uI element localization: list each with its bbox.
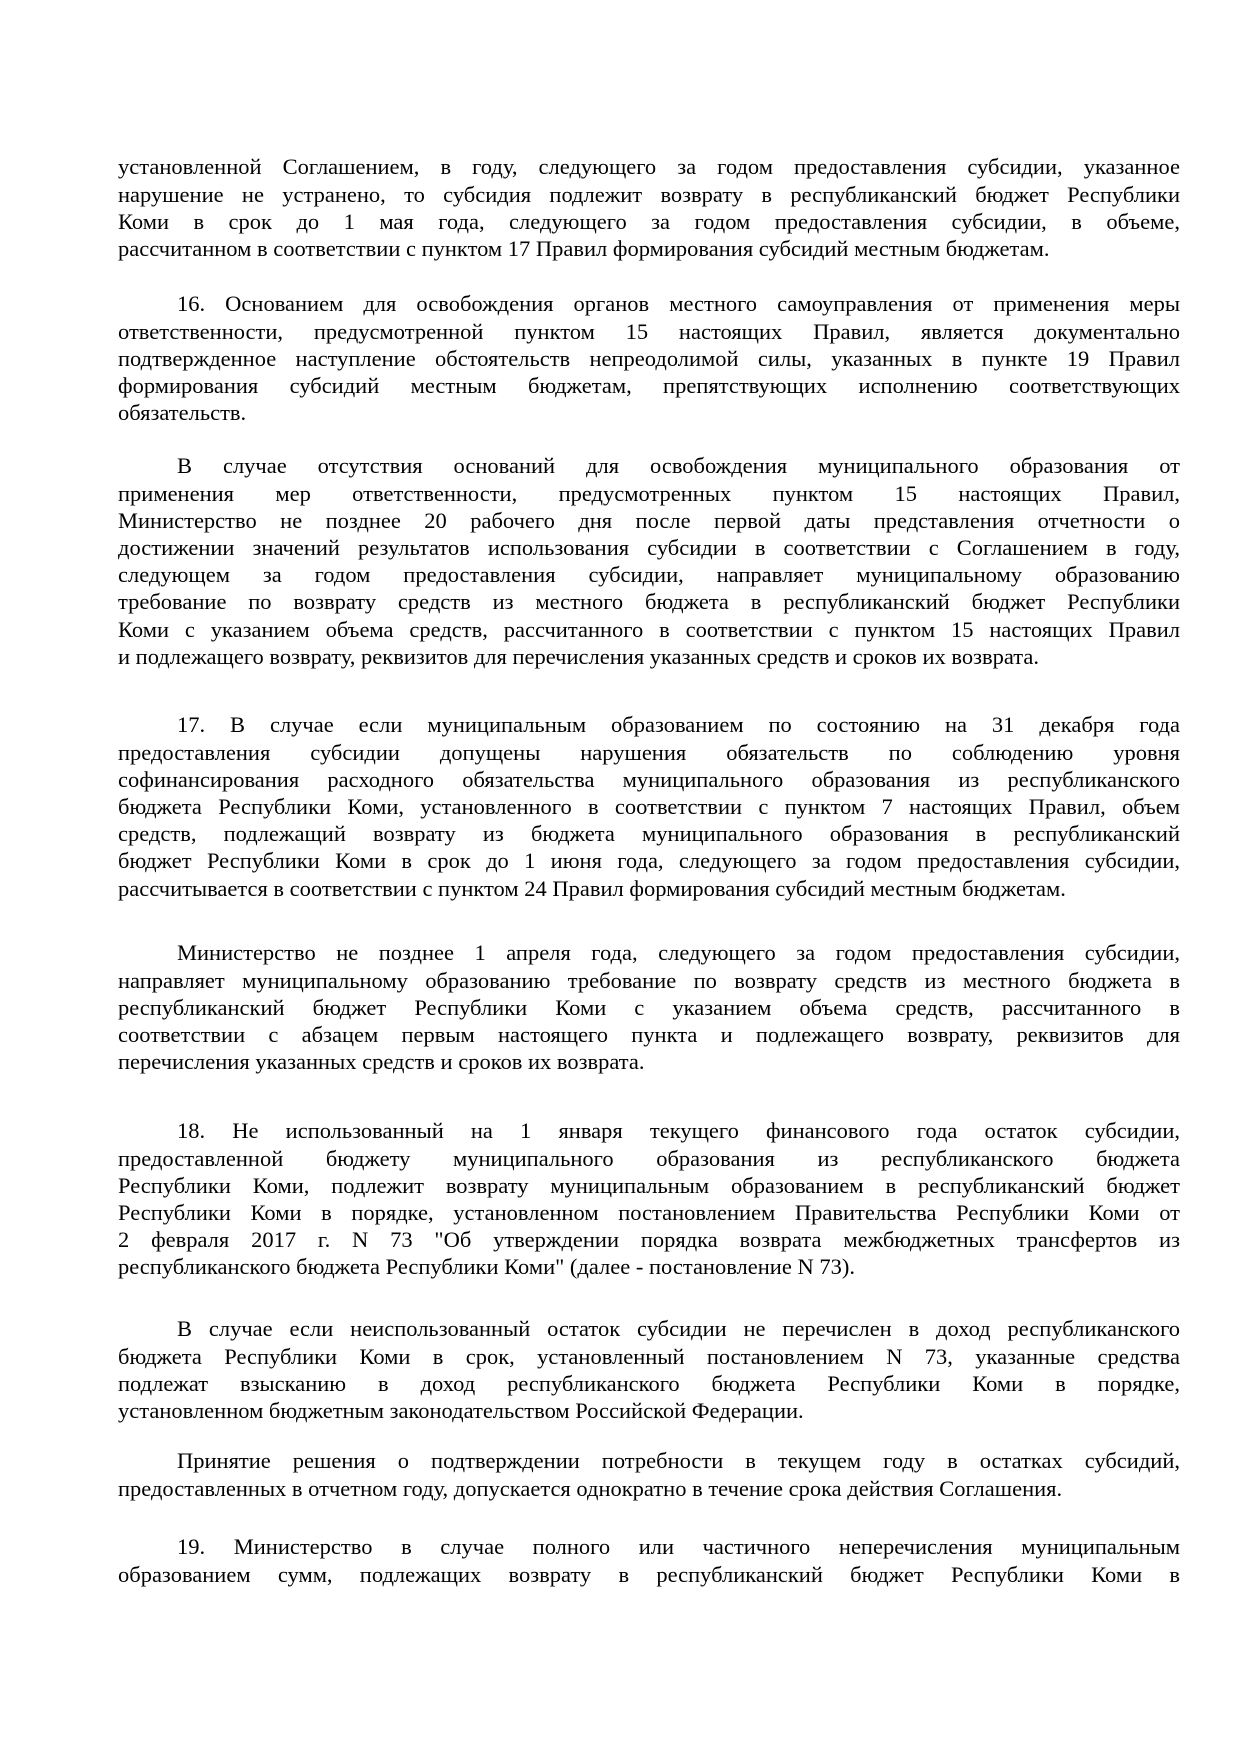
- paragraph: [118, 290, 1180, 426]
- text-line: Коми с указанием объема средств, рассчитанного в соответствии с пунктом 15 настоящих Правил: [118, 616, 1180, 642]
- text-line: 18. Не использованный на 1 января текущего финансового года остаток субсидии,: [177, 1118, 1180, 1144]
- text-line: подлежат взысканию в доход республиканского бюджета Республики Коми в порядке,: [118, 1370, 1180, 1396]
- text-line: направляет муниципальному образованию требование по возврату средств из местного бюджета в: [118, 967, 1180, 993]
- text-line: В случае отсутствия оснований для освобождения муниципального образования от: [177, 453, 1180, 479]
- text-line: применения мер ответственности, предусмотренных пунктом 15 настоящих Правил,: [118, 480, 1180, 506]
- text-line: республиканский бюджет Республики Коми с указанием объема средств, рассчитанного в: [118, 994, 1180, 1020]
- text-line: 19. Министерство в случае полного или частичного неперечисления муниципальным: [177, 1534, 1180, 1560]
- text-line: 2 февраля 2017 г. N 73 "Об утверждении порядка возврата межбюджетных трансфертов из: [118, 1227, 1180, 1253]
- text-line: республиканского бюджета Республики Коми" (далее - постановление N 73).: [118, 1254, 855, 1280]
- text-line: предоставления субсидии допущены нарушения обязательств по соблюдению уровня: [118, 739, 1180, 765]
- paragraph: [118, 1117, 1180, 1280]
- paragraph: [118, 452, 1180, 670]
- text-line: требование по возврату средств из местного бюджета в республиканский бюджет Республики: [118, 589, 1180, 615]
- paragraph: [118, 711, 1180, 901]
- text-line: бюджета Республики Коми, установленного в соответствии с пунктом 7 настоящих Правил, объем: [118, 793, 1180, 819]
- text-line: образованием сумм, подлежащих возврату в республиканский бюджет Республики Коми в: [118, 1561, 1180, 1587]
- paragraph: [118, 1315, 1180, 1424]
- text-line: Республики Коми в порядке, установленном постановлением Правительства Республики Коми от: [118, 1199, 1180, 1225]
- text-line: и подлежащего возврату, реквизитов для перечисления указанных средств и сроков их возврата.: [118, 643, 1039, 669]
- text-line: средств, подлежащий возврату из бюджета муниципального образования в республиканский: [118, 821, 1180, 847]
- text-line: 17. В случае если муниципальным образованием по состоянию на 31 декабря года: [177, 712, 1180, 738]
- text-line: соответствии с абзацем первым настоящего пункта и подлежащего возврату, реквизитов для: [118, 1021, 1180, 1047]
- text-line: бюджет Республики Коми в срок до 1 июня года, следующего за годом предоставления субсидии,: [118, 848, 1180, 874]
- paragraph: [118, 153, 1180, 262]
- text-line: подтвержденное наступление обстоятельств непреодолимой силы, указанных в пункте 19 Правил: [118, 345, 1180, 371]
- paragraph: [118, 1533, 1180, 1587]
- text-line: рассчитывается в соответствии с пунктом 24 Правил формирования субсидий местным бюджетам.: [118, 875, 1066, 901]
- text-line: Республики Коми, подлежит возврату муниципальным образованием в республиканский бюджет: [118, 1172, 1180, 1198]
- text-line: следующем за годом предоставления субсидии, направляет муниципальному образованию: [118, 562, 1180, 588]
- paragraph: [118, 939, 1180, 1075]
- text-line: Коми в срок до 1 мая года, следующего за годом предоставления субсидии, в объеме,: [118, 208, 1180, 234]
- text-line: перечисления указанных средств и сроков их возврата.: [118, 1049, 645, 1075]
- text-line: нарушение не устранено, то субсидия подлежит возврату в республиканский бюджет Республики: [118, 181, 1180, 207]
- text-line: бюджета Республики Коми в срок, установленный постановлением N 73, указанные средства: [118, 1343, 1180, 1369]
- text-line: ответственности, предусмотренной пунктом 15 настоящих Правил, является документально: [118, 318, 1180, 344]
- text-line: достижении значений результатов использования субсидии в соответствии с Соглашением в году,: [118, 534, 1180, 560]
- text-line: Министерство не позднее 1 апреля года, следующего за годом предоставления субсидии,: [177, 940, 1180, 966]
- text-line: 16. Основанием для освобождения органов местного самоуправления от применения меры: [177, 291, 1180, 317]
- text-line: формирования субсидий местным бюджетам, препятствующих исполнению соответствующих: [118, 372, 1180, 398]
- paragraph: [118, 1447, 1180, 1501]
- text-line: установленном бюджетным законодательством Российской Федерации.: [118, 1397, 804, 1423]
- text-line: предоставленных в отчетном году, допускается однократно в течение срока действия Соглашения.: [118, 1475, 1063, 1501]
- text-line: Министерство не позднее 20 рабочего дня после первой даты представления отчетности о: [118, 507, 1180, 533]
- text-line: софинансирования расходного обязательства муниципального образования из республиканского: [118, 766, 1180, 792]
- text-line: установленной Соглашением, в году, следующего за годом предоставления субсидии, указанное: [118, 154, 1180, 180]
- text-line: рассчитанном в соответствии с пунктом 17 Правил формирования субсидий местным бюджетам.: [118, 235, 1050, 261]
- text-line: предоставленной бюджету муниципального образования из республиканского бюджета: [118, 1145, 1180, 1171]
- text-line: Принятие решения о подтверждении потребности в текущем году в остатках субсидий,: [177, 1448, 1180, 1474]
- text-line: обязательств.: [118, 400, 247, 426]
- text-line: В случае если неиспользованный остаток субсидии не перечислен в доход республиканского: [177, 1316, 1180, 1342]
